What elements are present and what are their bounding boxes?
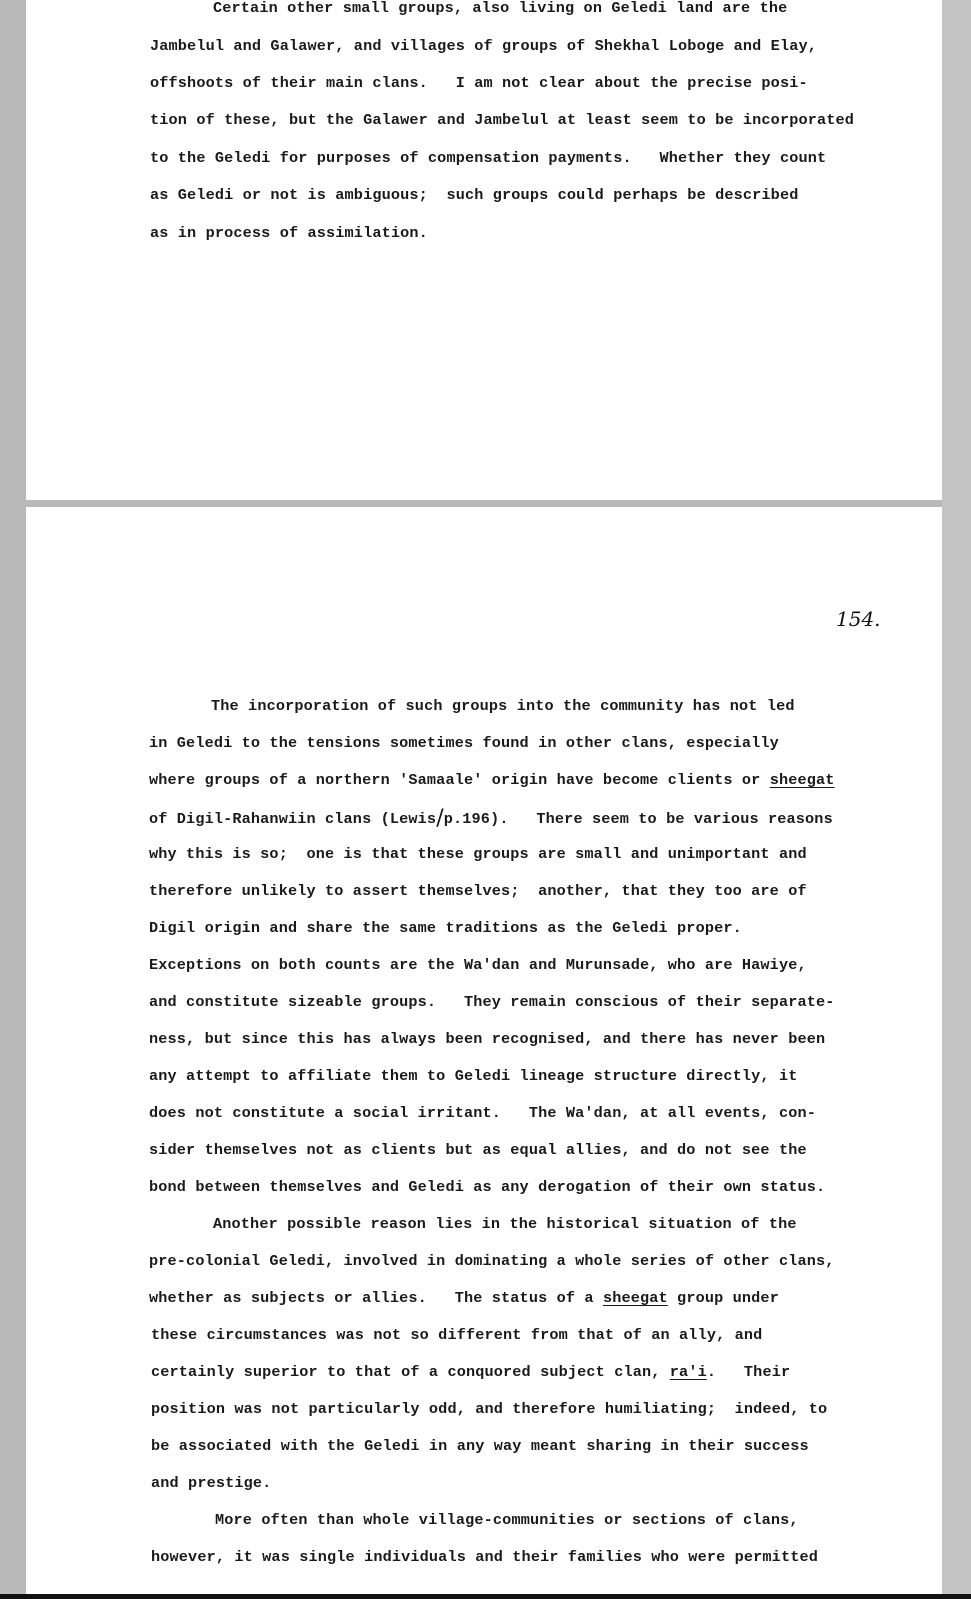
underlined-term: sheegat — [602, 1289, 668, 1307]
text-line: ness, but since this has always been recognised, and there has never been — [149, 1030, 826, 1048]
text-line: as Geledi or not is ambiguous; such groups could perhaps be described — [150, 186, 799, 204]
text-line: tion of these, but the Galawer and Jambelul at least seem to be incorporated — [150, 111, 855, 129]
text-line — [149, 770, 835, 790]
text-line: bond between themselves and Geledi as any derogation of their own status. — [149, 1178, 826, 1196]
text-line: why this is so; one is that these groups are small and unimportant and — [149, 845, 807, 863]
underlined-term: sheegat — [769, 771, 835, 789]
text-line: offshoots of their main clans. I am not clear about the precise posi- — [150, 74, 808, 92]
screen-bottom-bar — [0, 1594, 971, 1599]
text-line: The incorporation of such groups into the community has not led — [211, 697, 795, 715]
text-line: Exceptions on both counts are the Wa'dan and Murunsade, who are Hawiye, — [149, 956, 807, 974]
text-line: these circumstances was not so different from that of an ally, and — [151, 1326, 763, 1344]
text-segment: whether as subjects or allies. The status of a — [149, 1289, 603, 1307]
text-line — [149, 1288, 779, 1308]
handwritten-slash: / — [436, 806, 444, 831]
text-line — [151, 1362, 790, 1382]
text-line: Jambelul and Galawer, and villages of groups of Shekhal Loboge and Elay, — [150, 37, 818, 55]
text-line: as in process of assimilation. — [150, 224, 428, 242]
viewer-right-edge — [942, 0, 971, 1599]
text-segment: group under — [667, 1289, 779, 1307]
text-line: and constitute sizeable groups. They remain conscious of their separate- — [149, 993, 835, 1011]
text-line: Another possible reason lies in the historical situation of the — [213, 1215, 797, 1233]
text-line: however, it was single individuals and their families who were permitted — [151, 1548, 819, 1566]
text-line: More often than whole village-communities or sections of clans, — [215, 1511, 799, 1529]
text-line: therefore unlikely to assert themselves; another, that they too are of — [149, 882, 807, 900]
text-line: Certain other small groups, also living on Geledi land are the — [213, 0, 788, 17]
underlined-term: ra'i — [669, 1363, 707, 1381]
text-segment: certainly superior to that of a conquored subject clan, — [151, 1363, 670, 1381]
document-page-top — [26, 0, 942, 500]
text-line: Digil origin and share the same traditions as the Geledi proper. — [149, 919, 742, 937]
text-line: any attempt to affiliate them to Geledi lineage structure directly, it — [149, 1067, 798, 1085]
text-segment: . Their — [706, 1363, 791, 1381]
text-segment: p.196). There seem to be various reasons — [443, 810, 833, 828]
text-line: be associated with the Geledi in any way meant sharing in their success — [151, 1437, 809, 1455]
text-line: to the Geledi for purposes of compensation payments. Whether they count — [150, 149, 827, 167]
document-page-bottom — [26, 507, 942, 1599]
text-line: in Geledi to the tensions sometimes found in other clans, especially — [149, 734, 779, 752]
text-line: and prestige. — [151, 1474, 272, 1492]
text-line: pre-colonial Geledi, involved in dominating a whole series of other clans, — [149, 1252, 835, 1270]
page-number: 154. — [836, 607, 881, 631]
text-segment: of Digil-Rahanwiin clans (Lewis — [149, 810, 437, 828]
text-segment: where groups of a northern 'Samaale' origin have become clients or — [149, 771, 770, 789]
text-line: sider themselves not as clients but as equal allies, and do not see the — [149, 1141, 807, 1159]
text-line: does not constitute a social irritant. The Wa'dan, at all events, con- — [149, 1104, 817, 1122]
text-line: position was not particularly odd, and therefore humiliating; indeed, to — [151, 1400, 828, 1418]
text-line — [149, 807, 833, 829]
